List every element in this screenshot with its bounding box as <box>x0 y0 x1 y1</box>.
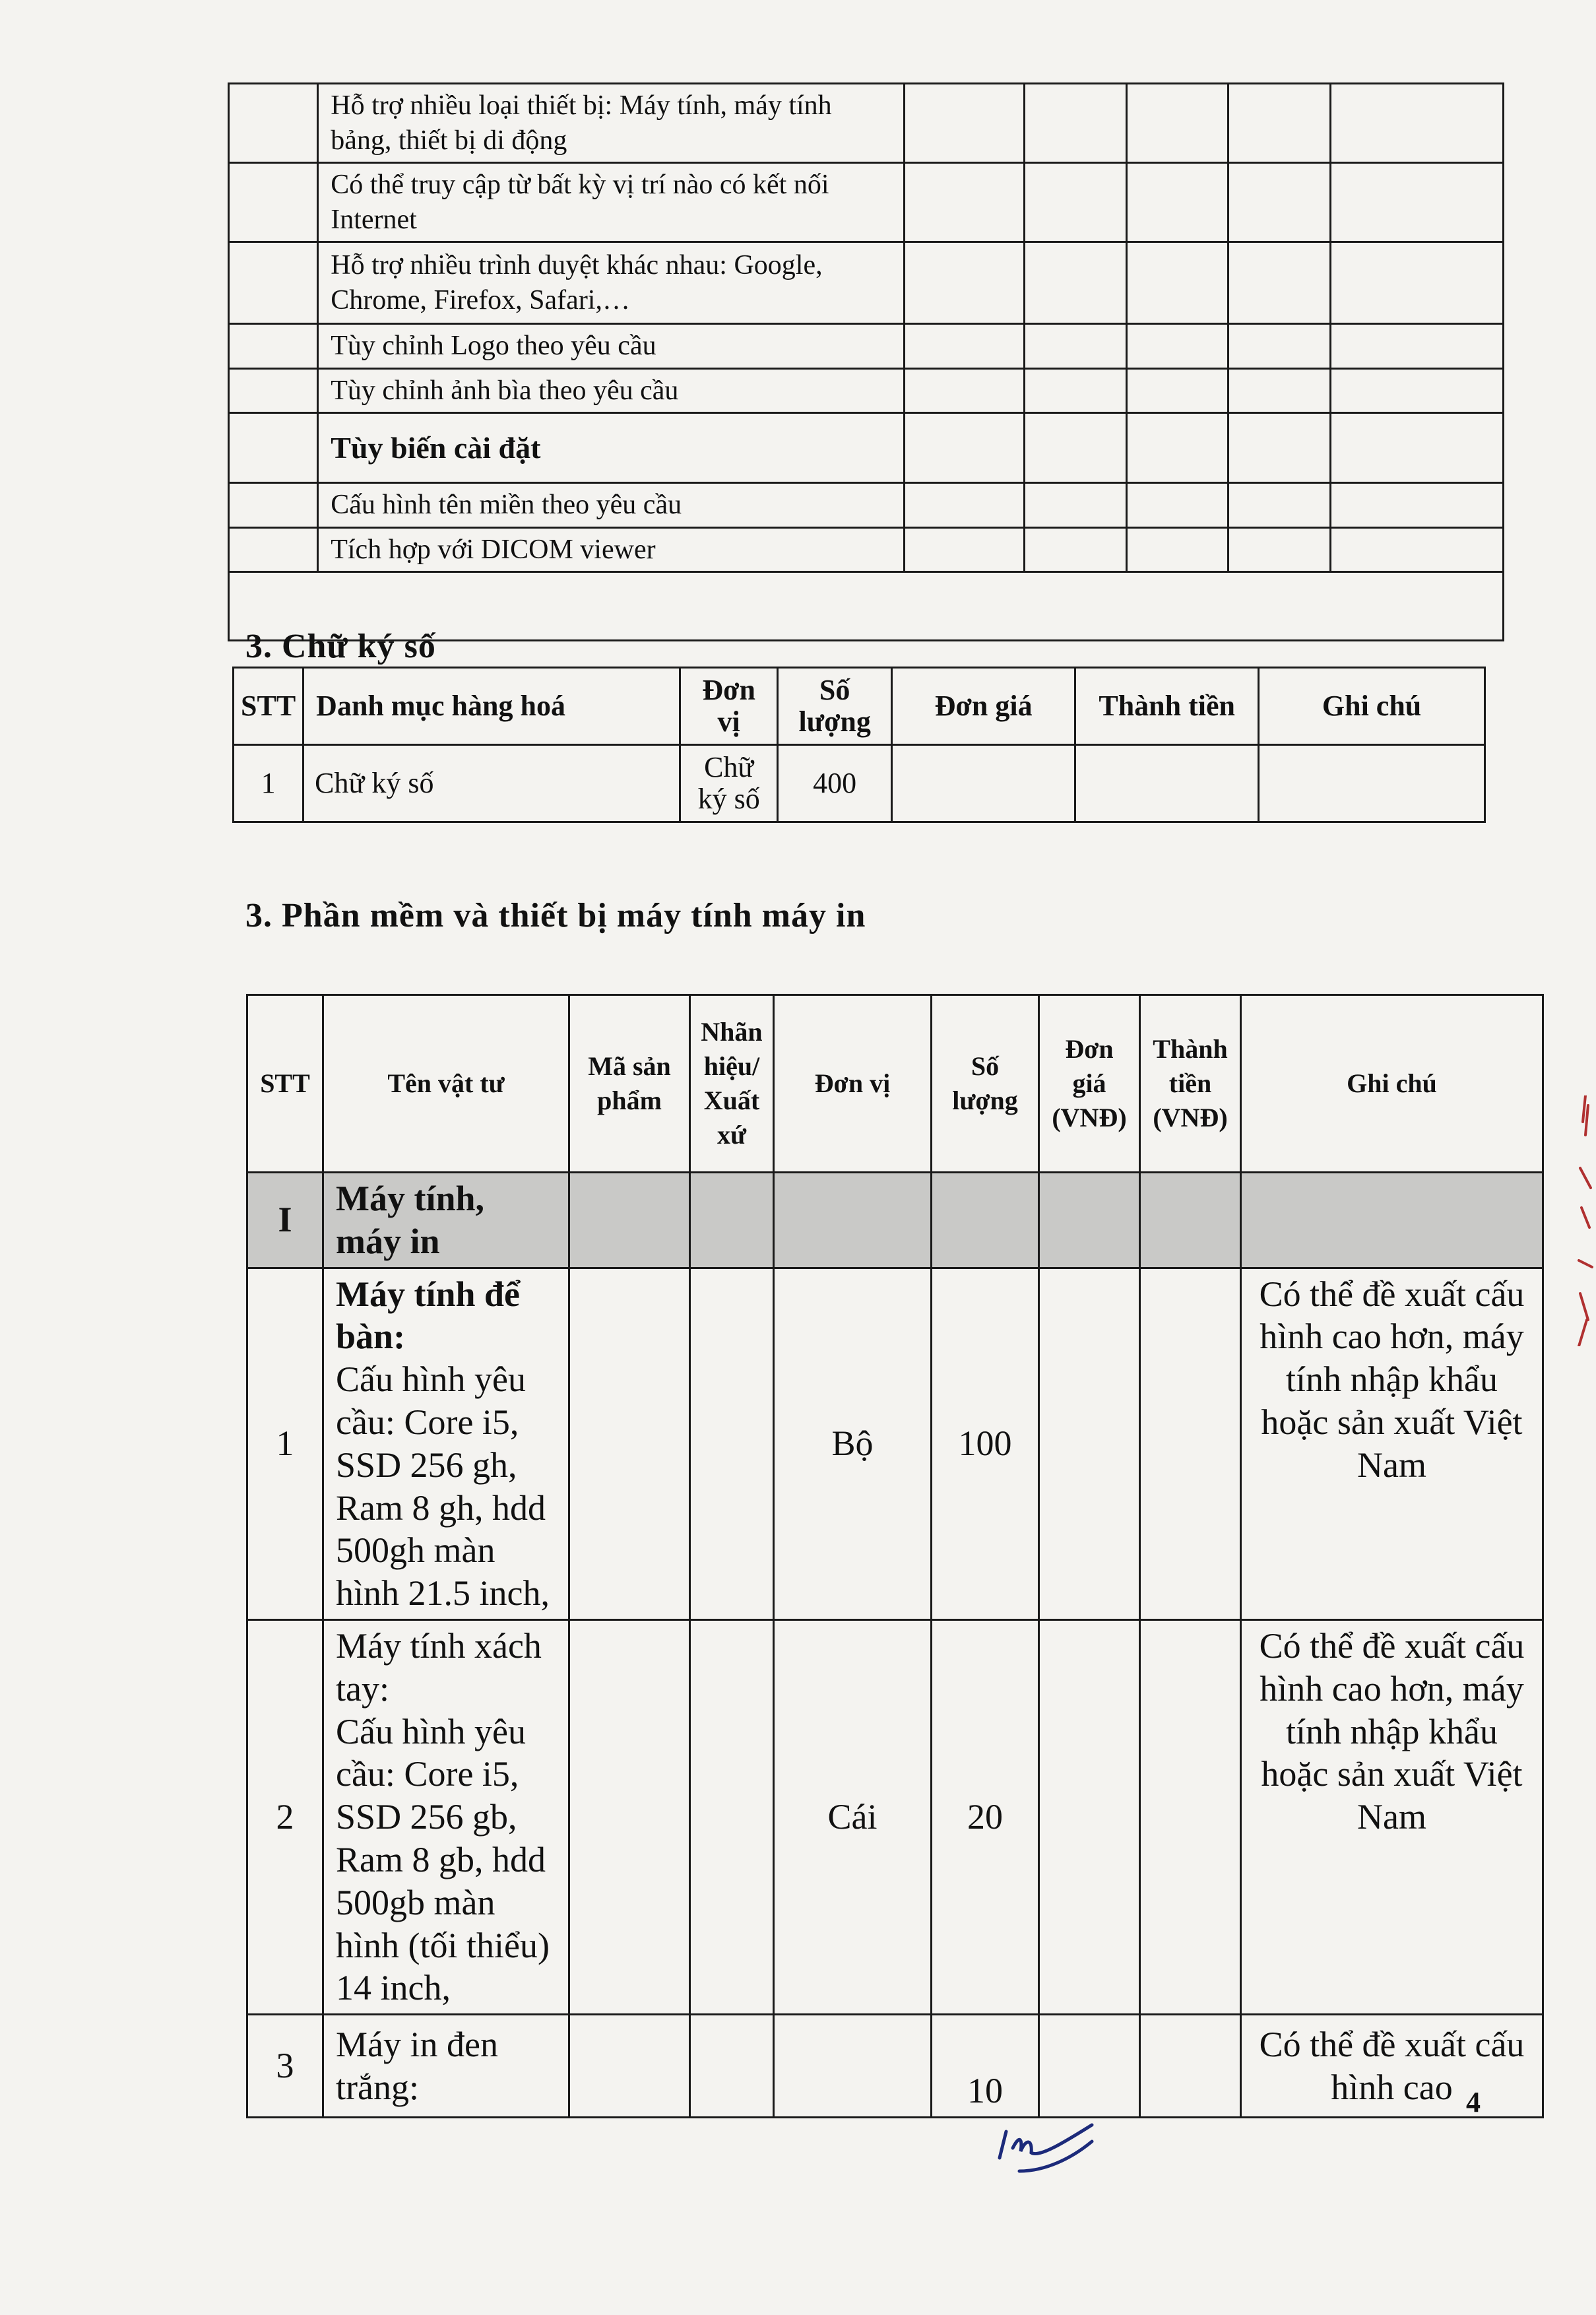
price-cell <box>892 745 1075 822</box>
col-header: Số lượng <box>778 668 892 745</box>
unit-cell: Chữ ký số <box>680 745 778 822</box>
page-number: 4 <box>1466 2086 1481 2118</box>
col-header: Đơn giá (VNĐ) <box>1039 995 1140 1173</box>
total-cell <box>1075 745 1259 822</box>
table-row <box>229 413 1504 483</box>
section-heading: 3. Chữ ký số <box>245 628 436 665</box>
col-header: Đơn giá <box>892 668 1075 745</box>
qty-cell: 20 <box>932 1619 1039 2014</box>
col-header: Ghi chú <box>1241 995 1543 1173</box>
name-cell <box>323 1268 569 1619</box>
group-name: Máy tính, máy in <box>323 1173 569 1268</box>
group-stt: I <box>247 1173 323 1268</box>
table-row <box>229 84 1504 163</box>
feature-cell: Tùy chỉnh Logo theo yêu cầu <box>318 324 905 369</box>
margin-marks <box>1574 1095 1596 1346</box>
col-header: Số lượng <box>932 995 1039 1173</box>
stt-cell: 1 <box>247 1268 323 1619</box>
item-title: Máy tính để bàn: <box>336 1274 521 1357</box>
col-header: Đơn vị <box>774 995 932 1173</box>
feature-cell: Cấu hình tên miền theo yêu cầu <box>318 483 905 528</box>
handwritten-signature <box>993 2112 1099 2184</box>
qty-cell: 400 <box>778 745 892 822</box>
table-row <box>234 745 1485 822</box>
feature-cell: Hỗ trợ nhiều loại thiết bị: Máy tính, máy tính bảng, thiết bị di động <box>318 84 905 163</box>
col-header: Tên vật tư <box>323 995 569 1173</box>
col-header: Thành tiền <box>1075 668 1259 745</box>
feature-cell: Có thể truy cập từ bất kỳ vị trí nào có kết nối Internet <box>318 163 905 242</box>
qty-cell: 100 <box>932 1268 1039 1619</box>
unit-cell: Cái <box>774 1619 932 2014</box>
digital-signature-table <box>232 667 1486 823</box>
note-cell <box>1259 745 1485 822</box>
table-row <box>229 324 1504 369</box>
feature-cell: Tùy chỉnh ảnh bìa theo yêu cầu <box>318 368 905 413</box>
table-header-row <box>247 995 1543 1173</box>
table-row <box>229 368 1504 413</box>
note-cell: Có thể đề xuất cấu hình cao hơn, máy tính nhập khẩu hoặc sản xuất Việt Nam <box>1241 1619 1543 2014</box>
feature-cell: Tùy biến cài đặt <box>318 413 905 483</box>
item-description: Cấu hình yêu cầu: Core i5, SSD 256 gb, Ram 8 gb, hdd 500gb màn hình (tối thiểu) 14 inch, <box>336 1711 550 2008</box>
table-row <box>247 2015 1543 2118</box>
stt-cell: 1 <box>234 745 303 822</box>
col-header: Đơn vị <box>680 668 778 745</box>
item-description: Cấu hình yêu cầu: Core i5, SSD 256 gh, Ram 8 gh, hdd 500gh màn hình 21.5 inch, <box>336 1359 550 1614</box>
col-header: STT <box>247 995 323 1173</box>
col-header: Mã sản phẩm <box>569 995 690 1173</box>
unit-cell <box>774 2015 932 2118</box>
item-title: Máy in đen trắng: <box>336 2024 498 2107</box>
stt-cell: 2 <box>247 1619 323 2014</box>
col-header: Thành tiền (VNĐ) <box>1140 995 1241 1173</box>
col-header: Danh mục hàng hoá <box>303 668 680 745</box>
col-header: Ghi chú <box>1259 668 1485 745</box>
item-cell: Chữ ký số <box>303 745 680 822</box>
stt-cell: 3 <box>247 2015 323 2118</box>
feature-table <box>228 82 1504 641</box>
equipment-table <box>246 994 1544 2118</box>
table-row <box>229 163 1504 242</box>
note-cell: Có thể đề xuất cấu hình cao hơn, máy tính nhập khẩu hoặc sản xuất Việt Nam <box>1241 1268 1543 1619</box>
table-header-row <box>234 668 1485 745</box>
qty-cell: 10 <box>932 2015 1039 2118</box>
feature-cell: Tích hợp với DICOM viewer <box>318 527 905 572</box>
table-row <box>229 483 1504 528</box>
item-title: Máy tính xách tay: <box>336 1625 542 1709</box>
col-header: STT <box>234 668 303 745</box>
feature-cell: Hỗ trợ nhiều trình duyệt khác nhau: Google, Chrome, Firefox, Safari,… <box>318 242 905 324</box>
group-row <box>247 1173 1543 1268</box>
table-row <box>247 1619 1543 2014</box>
name-cell <box>323 2015 569 2118</box>
section-heading: 3. Phần mềm và thiết bị máy tính máy in <box>245 897 866 934</box>
col-header: Nhãn hiệu/ Xuất xứ <box>690 995 774 1173</box>
table-row <box>247 1268 1543 1619</box>
table-row <box>229 527 1504 572</box>
name-cell <box>323 1619 569 2014</box>
note-cell: Có thể đề xuất cấu hình cao <box>1241 2015 1543 2118</box>
table-row <box>229 242 1504 324</box>
unit-cell: Bộ <box>774 1268 932 1619</box>
